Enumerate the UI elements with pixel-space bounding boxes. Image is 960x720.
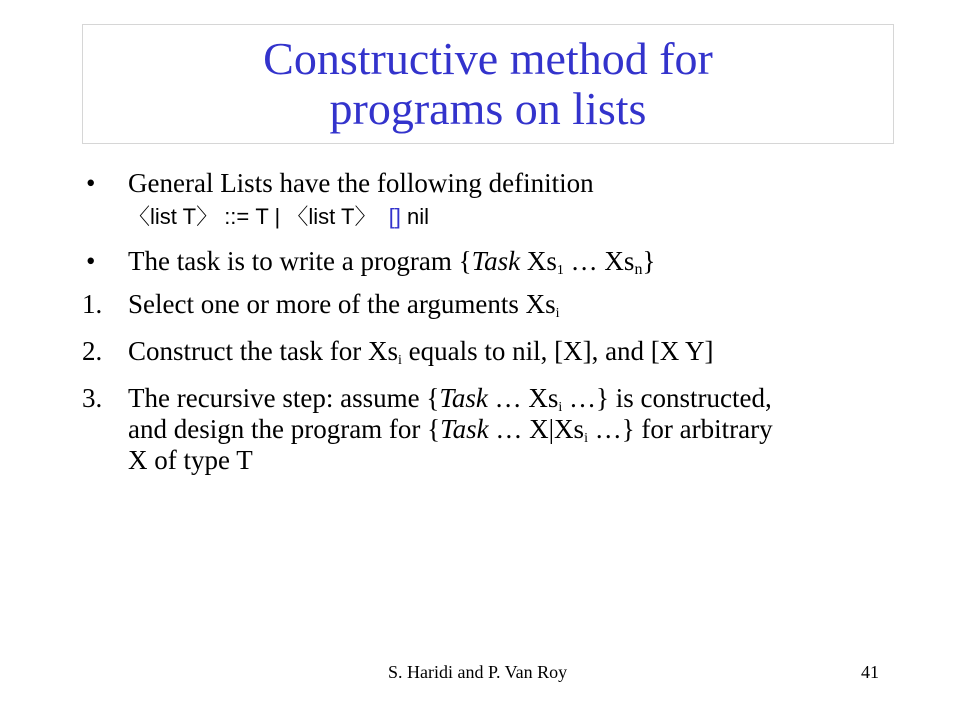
slide-title-line-1: Constructive method for (263, 33, 713, 84)
task-xs: Xs (520, 246, 557, 276)
step-number: 2. (82, 336, 103, 366)
task-keyword: Task (440, 414, 489, 444)
task-keyword: Task (471, 246, 521, 276)
subscript: n (634, 261, 643, 278)
step-text: …} for arbitrary (587, 414, 773, 444)
grammar-list-t: list T (308, 204, 355, 229)
angle-close: 〉 (196, 204, 219, 229)
step-text: …} is constructed, (562, 383, 772, 413)
step-2 (82, 336, 912, 367)
task-keyword: Task (439, 383, 488, 413)
grammar-brackets: [] (388, 204, 401, 229)
grammar-t: T (255, 204, 269, 229)
footer-page-number: 41 (861, 662, 879, 682)
step-text: … X|Xs (488, 414, 585, 444)
list-grammar (128, 201, 912, 232)
task-xs: … Xs (563, 246, 635, 276)
slide-title (82, 24, 894, 144)
step-number: 3. (82, 383, 103, 413)
slide-title-line-2: programs on lists (329, 83, 647, 134)
angle-open: 〈 (128, 204, 151, 229)
step-1 (82, 289, 912, 320)
bullet-marker: • (86, 246, 96, 276)
grammar-nil: nil (400, 204, 430, 229)
grammar-assign: ::= (218, 204, 256, 229)
bullet-task (82, 246, 912, 277)
subscript: i (555, 306, 560, 321)
step-3 (82, 383, 912, 476)
angle-close: 〉 (354, 204, 377, 229)
step-text: X of type T (128, 445, 253, 475)
bullet-general-lists (82, 168, 912, 232)
bullet-marker: • (86, 168, 96, 198)
grammar-list-t: list T (150, 204, 197, 229)
subscript: i (558, 400, 563, 415)
step-text: Construct the task for Xs (128, 336, 398, 366)
task-text: The task is to write a program { (128, 246, 472, 276)
footer-authors: S. Haridi and P. Van Roy (388, 662, 568, 682)
bullet-text: General Lists have the following definition (128, 168, 594, 198)
step-text: and design the program for { (128, 414, 441, 444)
grammar-bar: | (268, 204, 287, 229)
angle-open: 〈 (286, 204, 309, 229)
subscript: i (397, 353, 402, 368)
subscript: 1 (556, 263, 564, 278)
step-text: Select one or more of the arguments Xs (128, 289, 556, 319)
task-close: } (642, 246, 656, 276)
step-text: … Xs (487, 383, 559, 413)
step-text: equals to nil, [X], and [X Y] (401, 336, 714, 366)
subscript: i (584, 431, 588, 446)
slide-body (82, 168, 912, 476)
step-number: 1. (82, 289, 103, 319)
step-text: The recursive step: assume { (128, 383, 440, 413)
